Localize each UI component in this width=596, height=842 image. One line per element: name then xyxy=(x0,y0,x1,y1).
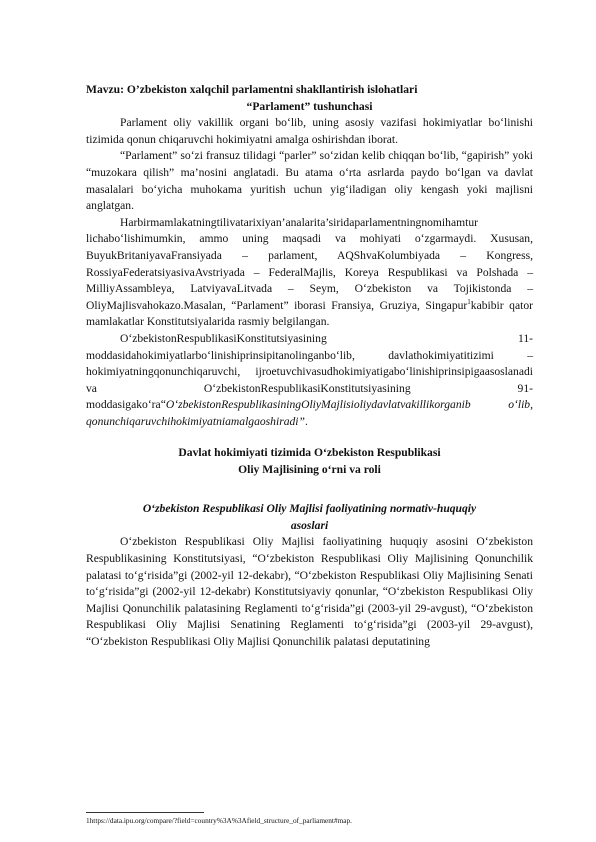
paragraph-3-text: Harbirmamlakatningtilivatarixiyan’analarita’siridaparlamentningnomihamtur lichabo‘lishimumkin, ammo uning maqsadi va mohiyati o‘zgarmaydi. Xususan, BuyukBritaniyavaFransiyada – parlament, AQShvaKolumbiyada – Kongress, RossiyaFederatsiyasivaAvstriyada – FederalMajlis, Koreya Respublikasi va Polshada – MilliyAssambleya, LatviyavaLitvada – Seym, O‘zbekiston va Tojikistonda – OliyMajlisvahokazo.Masalan, “Parlament” iborasi Fransiya, Gruziya, Singapur xyxy=(86,215,533,312)
paragraph-3-text-end: kabibir qator mamlakatlar Konstitutsiyalarida rasmiy belgilangan. xyxy=(86,298,533,329)
footnote-divider xyxy=(86,812,204,813)
subheading: “Parlament” tushunchasi xyxy=(246,99,373,113)
paragraph-1: Parlament oliy vakillik organi bo‘lib, uning asosiy vazifasi hokimiyatlar bo‘linishi tizimida qonun chiqaruvchi hokimiyatni amalga oshirishdan iborat. xyxy=(86,116,533,146)
paragraph-2: “Parlament” so‘zi fransuz tilidagi “parler” so‘zidan kelib chiqqan bo‘lib, “gapirish” yoki “muzokara qilish” ma’nosini anglatadi. Bu atama o‘rta asrlarda paydo bo‘lgan va davlat masalalari bo‘yicha muhokama yuritish uchun yig‘iladigan oliy kengash yoki majlisni anglatgan. xyxy=(86,149,533,213)
subsection-title-line-2: asoslari xyxy=(290,519,329,533)
paragraph-4-text: O‘zbekistonRespublikasiKonstitutsiyasining 11-moddasidahokimiyatlarbo‘linishiprinsipitanolinganbo‘lib, davlathokimiyatitizimi – hokimiyatningqonunchiqaruvchi, ijroetuvchivasudhokimiyatigabo‘linishiprinsipigaasoslanadi va O‘zbekistonRespublikasiKonstitutsiyasining 91-moddasigako‘ra“ xyxy=(86,331,533,412)
section-title-line-2: Oliy Majlisining o‘rni va roli xyxy=(238,463,381,477)
constitution-quote: O‘zbekistonRespublikasiningOliyMajlisioliydavlatvakillikorganib o‘lib, qonunchiqaruvchihokimiyatniamalgaoshiradi” xyxy=(86,398,533,428)
paragraph-5: O‘zbekiston Respublikasi Oliy Majlisi faoliyatining huquqiy asosini O‘zbekiston Respublikasining Konstitutsiyasi, “O‘zbekiston Respublikasi Oliy Majlisining Qonunchilik palatasi to‘g‘risida”gi (2002-yil 12-dekabr), “O‘zbekiston Respublikasi Oliy Majlisining Senati to‘g‘risida”gi (2002-yil 12-dekabr) Konstitutsiyaviy qonunlar, “O‘zbekiston Respublikasi Oliy Majlisi Qonunchilik palatasining Reglamenti to‘g‘risida”gi (2003-yil 29-avgust), “O‘zbekiston Respublikasi Oliy Majlisi Senatining Reglamenti to‘g‘risida”gi (2003-yil 29-avgust), “O‘zbekiston Respublikasi Oliy Majlisi Qonunchilik palatasi deputatining xyxy=(86,535,533,649)
footnote: 1https://data.ipu.org/compare/?field=country%3A%3Afield_structure_of_parliament#map. xyxy=(86,816,352,825)
subsection-title-line-1: O‘zbekiston Respublikasi Oliy Majlisi faoliyatining normativ-huquqiy xyxy=(142,502,477,516)
document-body xyxy=(86,82,533,651)
paragraph-4-end: . xyxy=(304,414,308,428)
section-title xyxy=(86,444,533,478)
section-title-line-1: Davlat hokimiyati tizimida O‘zbekiston Respublikasi xyxy=(178,446,441,460)
topic-heading: Mavzu: O’zbekiston xalqchil parlamentni shakllantirish islohatlari xyxy=(86,83,418,96)
paragraph-3 xyxy=(86,215,533,331)
footnote-marker: 1 xyxy=(467,297,471,306)
paragraph-4 xyxy=(86,331,533,431)
subsection-title xyxy=(86,500,533,534)
